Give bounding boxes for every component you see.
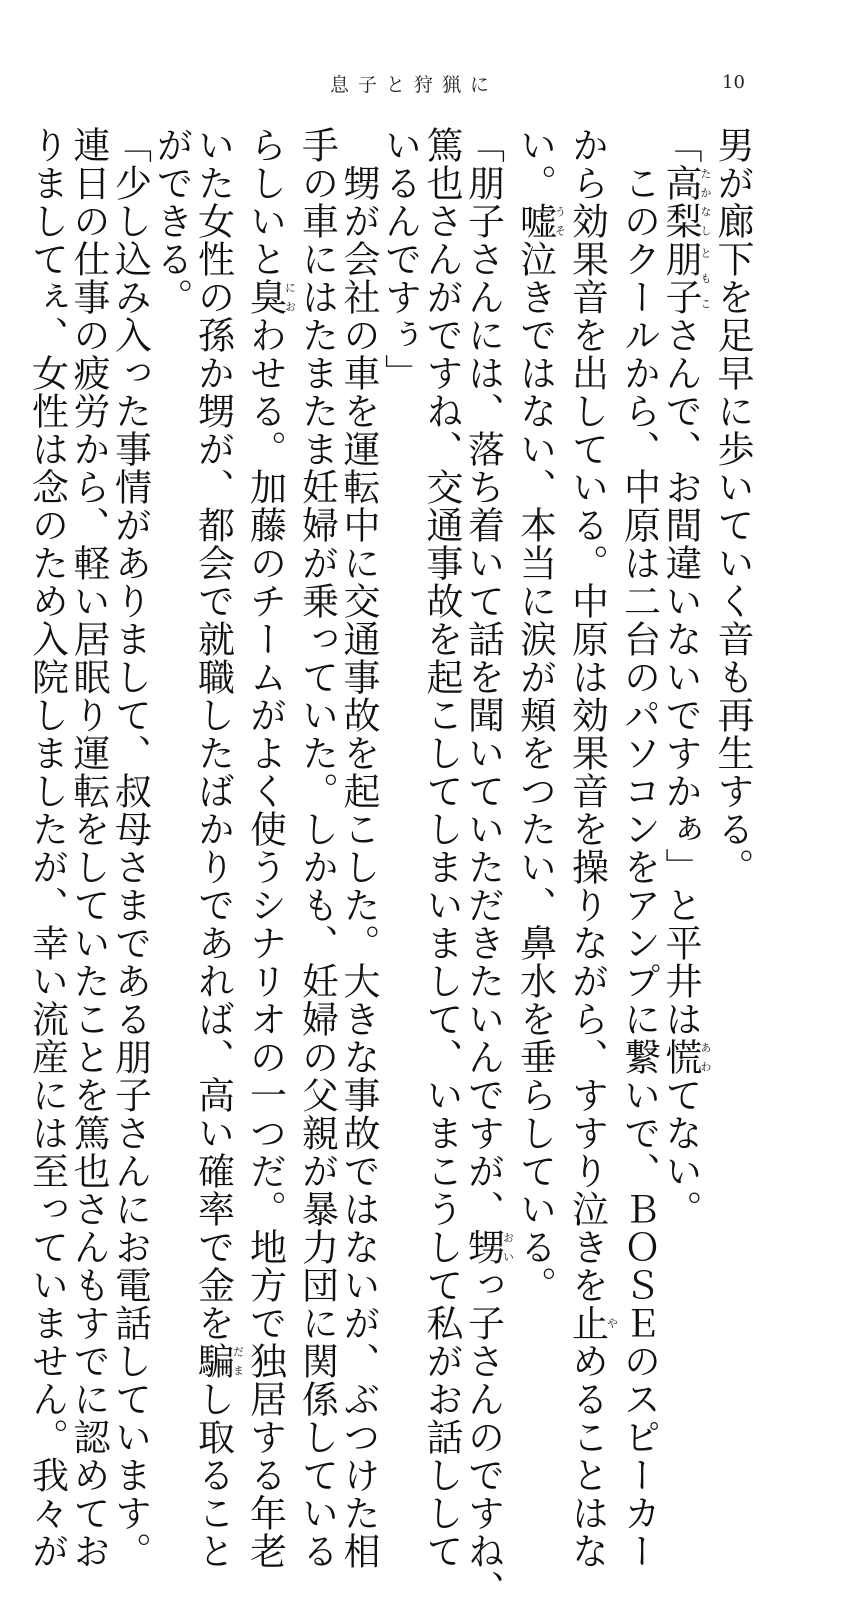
ruby-dama: 騙だま <box>191 1342 245 1380</box>
text-line: らしいと臭におわせる。加藤のチームがよく使うシナリオの一つだ。地方で独居する年老 <box>243 126 297 1570</box>
body-text <box>25 126 754 1608</box>
ruby-uso: 嘘うそ <box>513 202 567 240</box>
text-line: 「朋子さんには、落ち着いて話を聞いていただきたいんですが、甥おいっ子さんのですね、 <box>461 126 515 1608</box>
text-line: 男が廊下を足早に歩いていく音も再生する。 <box>711 126 754 886</box>
text-line: いるんですぅ」 <box>378 126 422 392</box>
ruby-takanashi: 高梨たかなし <box>659 164 712 240</box>
text-line: 甥が会社の車を運転中に交通事故を起こした。大きな事故ではないが、ぶつけた相 <box>337 126 380 1570</box>
ruby-nio: 臭にお <box>243 278 297 316</box>
ruby-ya: 止や <box>565 1304 619 1342</box>
text-line: 篤也さんがですね、交通事故を起こしてしまいまして、いまこうして私がお話しして <box>420 126 463 1570</box>
text-line: ができる。 <box>150 126 193 316</box>
ruby-tomoko: 朋子ともこ <box>659 240 712 316</box>
text-line: い。嘘うそ泣きではない、本当に涙が頬をつたい、鼻水を垂らしている。 <box>513 126 567 1304</box>
text-line: 手の車にはたまたま妊婦が乗っていた。しかも、妊婦の父親が暴力団に関係している <box>295 126 339 1570</box>
text-line: りましてぇ、女性は念のため入院しましたが、幸い流産には至っていません。我々が <box>25 126 69 1570</box>
text-line: 「少し込み入った事情がありまして、叔母さまである朋子さんにお電話しています。 <box>108 126 152 1570</box>
text-line: いた女性の孫か甥が、都会で就職したばかりであれば、高い確率で金を騙だまし取ること <box>191 126 245 1570</box>
page-number: 10 <box>722 72 745 93</box>
text-line: 「高梨たかなし朋子ともこさんで、お間違いないですかぁ」と平井は慌あわてない。 <box>659 126 712 1228</box>
text-line: 連日の仕事の疲労から、軽い居眠り運転をしていたことを篤也さんもすでに認めてお <box>67 126 110 1570</box>
text-line: このクールから、中原は二台のパソコンをアンプに繋いで、ＢＯＳＥのスピーカー <box>617 126 661 1570</box>
text-line: から効果音を出している。中原は効果音を操りながら、すすり泣きを止やめることはな <box>565 126 619 1570</box>
ruby-awa: 慌あわ <box>659 1038 712 1076</box>
ruby-oi: 甥おい <box>461 1228 515 1266</box>
running-header-title: 息子と狩猟に <box>330 74 499 96</box>
